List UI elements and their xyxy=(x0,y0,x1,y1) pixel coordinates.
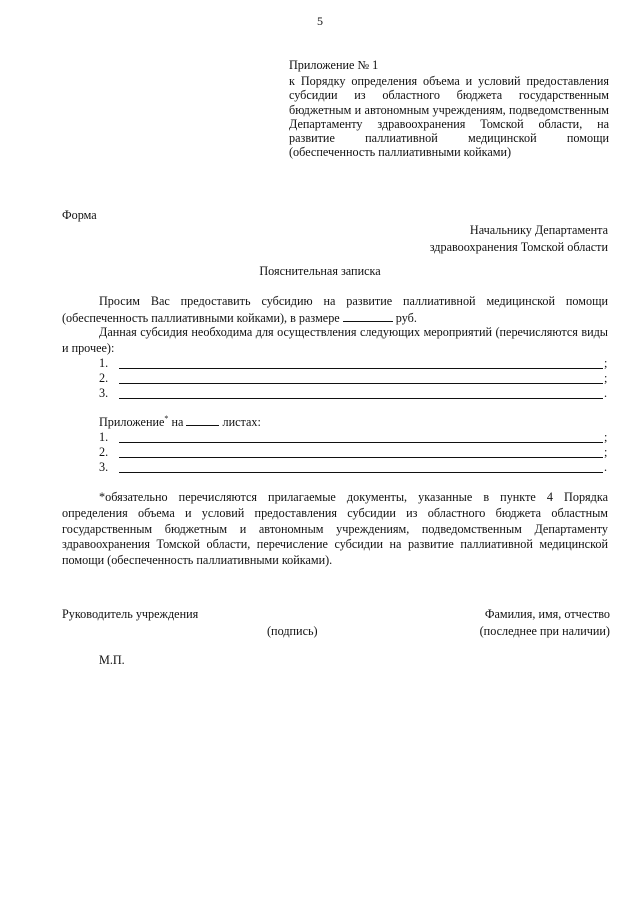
annex-body: к Порядку определения объема и условий предоставления субсидии из областного бюджета государственным бюджетным и автономным учреждениям, подведомственным Департаменту здравоохранения Томской области, на развитие паллиативной медицинской помощи (обеспеченность паллиативными койками) xyxy=(289,74,609,160)
measure-number: 2. xyxy=(99,371,109,385)
attachment-number: 1. xyxy=(99,430,109,444)
measure-line xyxy=(119,368,603,369)
attachment-end: ; xyxy=(604,430,608,444)
attachment-number: 2. xyxy=(99,445,109,459)
measure-number: 3. xyxy=(99,386,109,400)
document-title: Пояснительная записка xyxy=(259,264,381,278)
attachment-row xyxy=(99,445,611,460)
amount-blank xyxy=(343,310,393,322)
request-paragraph xyxy=(62,294,608,326)
attachment-line xyxy=(119,472,603,473)
signature-head-label: Руководитель учреждения xyxy=(62,607,199,621)
attachment-number: 3. xyxy=(99,460,109,474)
footnote: *обязательно перечисляются прилагаемые документы, указанные в пункте 4 Порядка определения объема и условий предоставления субсидии из областного бюджета областным государственным бюджетным и автономным учреждениям, подведомственным Департаменту здравоохранения Томской области, перечисление субсидии на развитие паллиативной медицинской помощи (обеспеченность паллиативными койками). xyxy=(62,490,608,568)
addressee-line-2: здравоохранения Томской области xyxy=(429,240,608,254)
attachment-word: Приложение xyxy=(99,415,165,430)
signature-sign-label: (подпись) xyxy=(267,624,318,638)
addressee-line-1: Начальнику Департамента xyxy=(469,223,608,237)
attachment-line xyxy=(119,442,603,443)
measure-end: . xyxy=(604,386,608,400)
measure-end: ; xyxy=(604,371,608,385)
measure-line xyxy=(119,383,603,384)
measure-line xyxy=(119,398,603,399)
measure-row xyxy=(99,356,611,371)
page-number: 5 xyxy=(317,14,323,28)
measure-number: 1. xyxy=(99,356,109,370)
sheets-blank xyxy=(186,414,219,426)
attachment-line xyxy=(119,457,603,458)
attachment-row xyxy=(99,460,611,475)
attachment-row xyxy=(99,430,611,445)
stamp-place: М.П. xyxy=(99,653,125,667)
attachment-star: * xyxy=(164,414,169,423)
request-text: Просим Вас предоставить субсидию на развитие паллиативной медицинской помощи (обеспеченность паллиативными койками), в размере xyxy=(62,294,608,325)
annex-title: Приложение № 1 xyxy=(289,58,379,72)
signature-patronymic-note: (последнее при наличии) xyxy=(479,624,610,638)
attachment-end: . xyxy=(604,460,608,474)
signature-name-label: Фамилия, имя, отчество xyxy=(484,607,610,621)
attachment-end: ; xyxy=(604,445,608,459)
measure-row xyxy=(99,386,611,401)
attachment-label xyxy=(99,414,261,430)
addressee xyxy=(430,222,608,256)
currency: руб. xyxy=(395,310,417,325)
form-label: Форма xyxy=(62,208,97,222)
purpose-paragraph: Данная субсидия необходима для осуществления следующих мероприятий (перечисляются виды и прочее): xyxy=(62,325,608,355)
attachment-sheets: листах: xyxy=(222,415,261,430)
measure-row xyxy=(99,371,611,386)
attachment-on: на xyxy=(171,415,184,430)
measure-end: ; xyxy=(604,356,608,370)
